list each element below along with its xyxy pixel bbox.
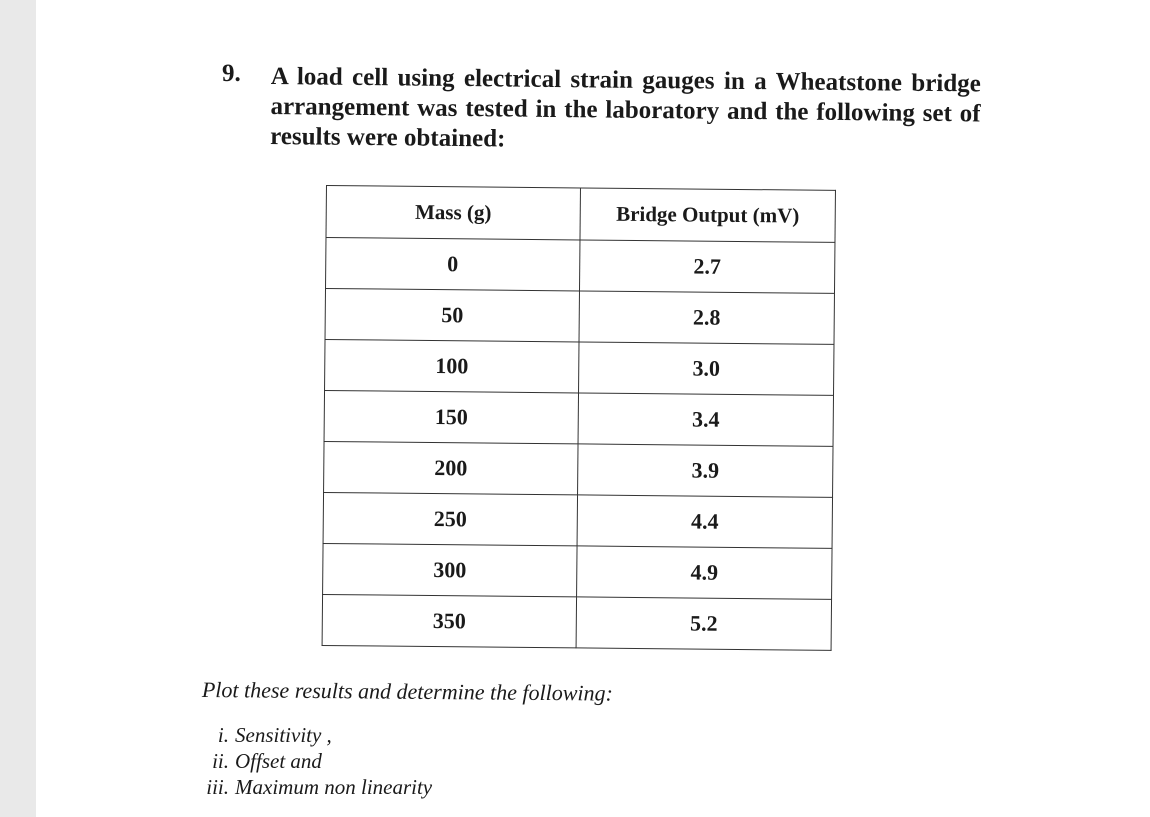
output-cell: 3.4 xyxy=(578,393,833,446)
output-cell: 4.9 xyxy=(577,546,832,599)
mass-cell: 100 xyxy=(325,339,579,392)
mass-cell: 50 xyxy=(325,289,579,342)
mass-cell: 150 xyxy=(324,390,578,443)
table-row xyxy=(324,390,833,446)
table-header-row xyxy=(326,186,835,243)
header-bridge-output: Bridge Output (mV) xyxy=(580,188,835,242)
task-list xyxy=(186,722,432,800)
table-row xyxy=(325,339,834,395)
task-marker: i. xyxy=(217,723,229,747)
table-row xyxy=(322,594,831,650)
task-marker: ii. xyxy=(212,749,229,773)
task-marker: iii. xyxy=(206,775,229,799)
mass-cell: 0 xyxy=(326,238,580,291)
output-cell: 4.4 xyxy=(577,495,832,548)
results-table-container xyxy=(322,185,836,651)
output-cell: 3.9 xyxy=(578,444,833,497)
table-row xyxy=(323,543,832,599)
header-mass: Mass (g) xyxy=(326,186,580,240)
output-cell: 3.0 xyxy=(579,342,834,395)
mass-cell: 350 xyxy=(322,594,576,647)
task-text: Maximum non linearity xyxy=(235,775,433,799)
table-row xyxy=(325,289,834,345)
task-text: Sensitivity , xyxy=(235,723,332,747)
list-item xyxy=(186,722,432,748)
output-cell: 2.7 xyxy=(579,240,834,293)
mass-cell: 200 xyxy=(324,441,578,494)
question-text: A load cell using electrical strain gauges in a Wheatstone bridge arrangement was tested in the laboratory and the following set of results were obtained: xyxy=(270,62,981,153)
task-text: Offset and xyxy=(235,749,322,773)
list-item xyxy=(186,774,432,800)
question-number: 9. xyxy=(222,60,241,87)
mass-cell: 300 xyxy=(323,543,577,596)
output-cell: 2.8 xyxy=(579,291,834,344)
output-cell: 5.2 xyxy=(576,597,831,650)
list-item xyxy=(186,748,432,774)
table-row xyxy=(324,441,833,497)
mass-cell: 250 xyxy=(323,492,577,545)
instructions-text: Plot these results and determine the following: xyxy=(201,677,614,706)
table-row xyxy=(323,492,832,548)
document-page xyxy=(36,0,1150,817)
table-row xyxy=(326,238,835,294)
results-table xyxy=(322,185,836,651)
